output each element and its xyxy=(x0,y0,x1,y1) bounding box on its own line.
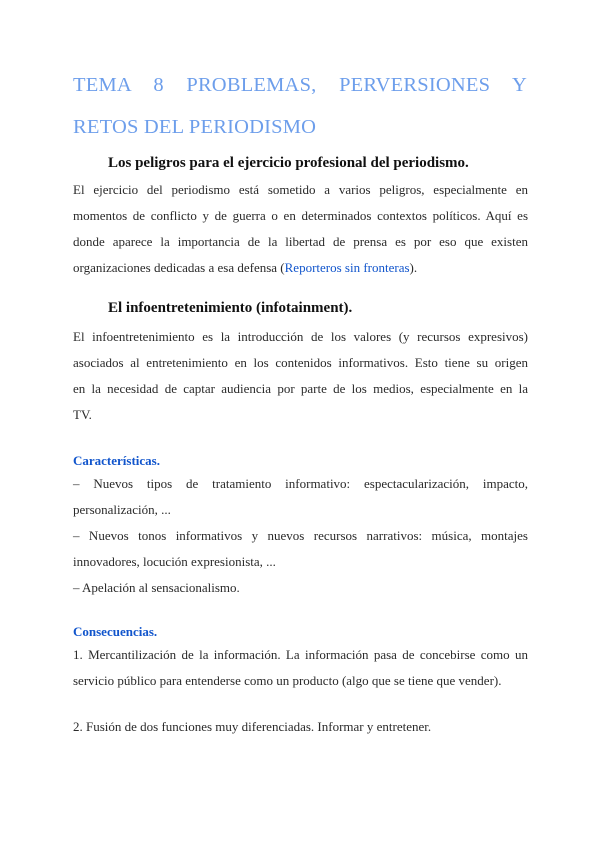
reporteros-sin-fronteras-link[interactable]: Reporteros sin fronteras xyxy=(284,260,410,275)
caracteristicas-list xyxy=(73,471,528,601)
list-line: innovadores, locución expresionista, ... xyxy=(73,554,276,569)
paragraph-line: momentos de conflicto y de guerra o en determinados contextos políticos. Aquí es xyxy=(73,208,528,223)
paragraph-line: en la necesidad de captar audiencia por parte de los medios, especialmente en la xyxy=(73,381,528,396)
list-line: 2. Fusión de dos funciones muy diferenciadas. Informar y entretener. xyxy=(73,719,432,734)
list-line: servicio público para entenderse como un producto (algo que se tiene que vender). xyxy=(73,673,502,688)
paragraph-line: TV. xyxy=(73,407,92,422)
paragraph-infoentretenimiento xyxy=(73,324,528,428)
list-line: personalización, ... xyxy=(73,502,171,517)
text-before-link: organizaciones dedicadas a esa defensa ( xyxy=(73,260,285,275)
list-line: 1. Mercantilización de la información. La información pasa de concebirse como un xyxy=(73,647,528,662)
consecuencias-heading: Consecuencias. xyxy=(73,624,158,639)
paragraph-line: El infoentretenimiento es la introducción de los valores (y recursos expresivos) xyxy=(73,329,528,344)
list-line: – Nuevos tipos de tratamiento informativo: espectacularización, impacto, xyxy=(73,476,528,491)
paragraph-line: asociados al entretenimiento en los contenidos informativos. Esto tiene su origen xyxy=(73,355,528,370)
paragraph-line: El ejercicio del periodismo está sometido a varios peligros, especialmente en xyxy=(73,182,528,197)
paragraph-peligros xyxy=(73,177,528,281)
consecuencias-item-2 xyxy=(73,714,528,740)
section-heading-infoentretenimiento: El infoentretenimiento (infotainment). xyxy=(108,300,353,316)
caracteristicas-heading: Características. xyxy=(73,453,160,468)
paragraph-line xyxy=(73,255,528,281)
consecuencias-item-1 xyxy=(73,642,528,694)
section-heading-peligros: Los peligros para el ejercicio profesional del periodismo. xyxy=(108,155,469,171)
list-line: – Apelación al sensacionalismo. xyxy=(73,580,240,595)
document-title-line-2: RETOS DEL PERIODISMO xyxy=(73,116,317,138)
text-after-link: ). xyxy=(409,260,418,275)
document-title-line-1: TEMA 8 PROBLEMAS, PERVERSIONES Y xyxy=(73,74,527,96)
list-line: – Nuevos tonos informativos y nuevos recursos narrativos: música, montajes xyxy=(73,528,528,543)
paragraph-line: donde aparece la importancia de la libertad de prensa es por eso que existen xyxy=(73,234,528,249)
